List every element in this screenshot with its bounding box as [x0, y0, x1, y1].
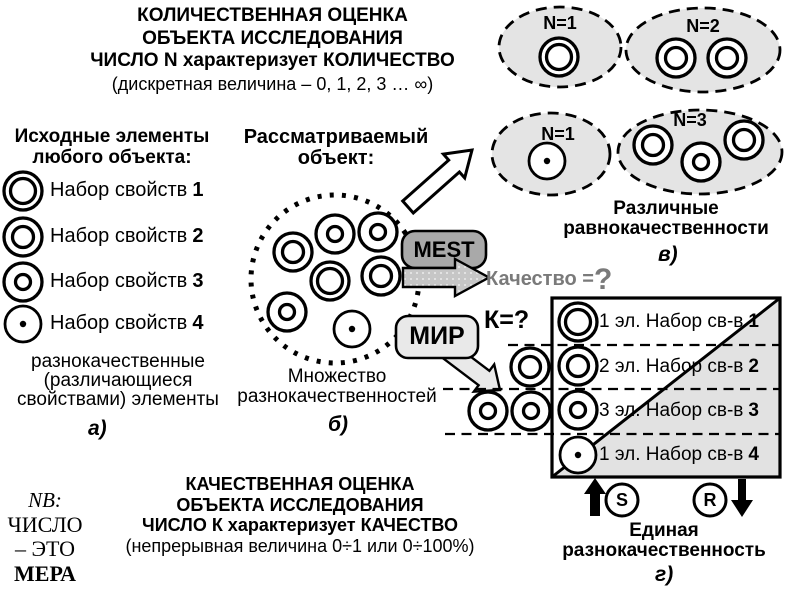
legend-num: 3 [192, 270, 204, 292]
title-line: ЧИСЛО N характеризует КОЛИЧЕСТВО [90, 50, 455, 71]
row-text: 1 эл. Набор св-в [599, 311, 744, 332]
caption-line: Множество [287, 366, 387, 387]
caption-line: Различные [613, 198, 719, 219]
k-question: К=? [484, 306, 530, 334]
panel-label-b: б) [328, 413, 348, 436]
legend-label: Набор свойств [50, 270, 188, 292]
unified-caption [538, 521, 790, 561]
mest-label: MEST [413, 237, 475, 262]
legend-item-1 [50, 179, 203, 202]
element-icon-2 [274, 233, 312, 271]
note-line: свойствами) элементы [17, 389, 219, 410]
element-icon-2 [511, 348, 549, 386]
element-legend-icons [4, 172, 42, 342]
nb-line: ЧИСЛО [7, 511, 83, 537]
row-text: 3 эл. Набор св-в [599, 400, 744, 421]
object-heading [232, 127, 440, 169]
heading-line: объект: [297, 147, 375, 169]
element-icon-4 [5, 306, 41, 342]
element-icon-2 [634, 126, 672, 164]
row-num: 1 [748, 311, 759, 332]
row-num: 2 [748, 356, 759, 377]
table-row-2 [599, 356, 759, 378]
quantitative-title [20, 5, 525, 95]
row-num: 3 [748, 400, 759, 421]
row-text: 1 эл. Набор св-в [599, 444, 744, 465]
element-icon-3 [512, 392, 550, 430]
qualitative-title [88, 474, 512, 556]
note-line: разнокачественные [31, 351, 205, 372]
element-icon-4 [560, 437, 596, 473]
variants-caption [544, 199, 788, 238]
table-row-3 [599, 400, 759, 422]
legend-label: Набор свойств [50, 179, 188, 201]
legend-label: Набор свойств [50, 225, 188, 247]
table-row-4 [599, 444, 759, 466]
title-line: КОЛИЧЕСТВЕННАЯ ОЦЕНКА [137, 5, 408, 26]
element-icon-4 [529, 143, 565, 179]
element-icon-3 [559, 391, 597, 429]
object-caption [228, 367, 446, 406]
element-icon-1 [559, 303, 597, 341]
nb-line: NB: [28, 488, 62, 512]
element-icon-3 [316, 215, 354, 253]
panel-label-v: в) [658, 243, 678, 266]
r-label: R [703, 490, 717, 510]
element-icon-2 [362, 257, 400, 295]
heading-line: Рассматриваемый [243, 126, 429, 148]
legend-num: 1 [192, 179, 204, 201]
quality-text: Качество = [486, 268, 594, 290]
title-subline: (непрерывная величина 0÷1 или 0÷100%) [125, 535, 475, 556]
nb-note [0, 488, 90, 586]
ellipse-label-n2: N=2 [686, 16, 720, 36]
element-icon-2 [559, 347, 597, 385]
arrow-down-icon [731, 479, 753, 517]
ellipse-label-n1: N=1 [543, 13, 577, 33]
title-subline: (дискретная величина – 0, 1, 2, 3 … ∞) [111, 73, 434, 94]
quality-question [486, 263, 612, 297]
note-line: (различающиеся [43, 370, 193, 391]
panel-label-a: а) [88, 417, 107, 440]
ellipse-label-n3: N=3 [673, 110, 707, 130]
element-icon-3 [359, 213, 397, 251]
object-set [251, 195, 419, 363]
s-label: S [615, 490, 628, 510]
variant-ellipses [492, 7, 782, 195]
title-line: ОБЪЕКТА ИССЛЕДОВАНИЯ [142, 27, 403, 49]
legend-item-2 [50, 225, 203, 248]
element-icon-1 [311, 262, 349, 300]
caption-line: равнокачественности [563, 217, 769, 239]
question-mark: ? [593, 263, 613, 296]
elements-heading [0, 127, 224, 168]
element-icon-3 [4, 263, 42, 301]
element-icon-3 [469, 392, 507, 430]
element-icon-1 [540, 38, 578, 76]
arrow-up-icon [584, 478, 606, 516]
legend-num: 2 [192, 225, 204, 247]
element-icon-3 [682, 143, 720, 181]
title-line: ОБЪЕКТА ИССЛЕДОВАНИЯ [176, 494, 424, 515]
elements-note [0, 352, 236, 409]
title-line: КАЧЕСТВЕННАЯ ОЦЕНКА [185, 474, 415, 494]
legend-label: Набор свойств [50, 312, 188, 334]
caption-line: Единая [629, 520, 699, 541]
legend-item-3 [50, 270, 203, 293]
ellipse-label-n1b: N=1 [541, 124, 575, 144]
legend-item-4 [50, 312, 203, 335]
element-icon-3 [268, 293, 306, 331]
element-icon-1 [4, 172, 42, 210]
row-text: 2 эл. Набор св-в [599, 356, 744, 377]
element-icon-2 [657, 39, 695, 77]
element-icon-2 [4, 218, 42, 256]
element-icon-4 [334, 311, 370, 347]
heading-line: Исходные элементы [14, 126, 210, 147]
caption-line: разнокачественностей [237, 385, 437, 407]
table-row-1 [599, 311, 759, 333]
caption-line: разнокачественность [562, 540, 766, 561]
element-icon-2 [708, 39, 746, 77]
element-icon-2 [725, 121, 763, 159]
nb-line: МЕРА [14, 560, 76, 586]
nb-line: – ЭТО [14, 536, 76, 561]
title-line: ЧИСЛО К характеризует КАЧЕСТВО [142, 515, 458, 535]
row-num: 4 [748, 444, 759, 465]
heading-line: любого объекта: [32, 146, 192, 168]
legend-num: 4 [192, 312, 204, 334]
mir-label: МИР [409, 322, 465, 350]
panel-label-g: г) [655, 563, 674, 586]
